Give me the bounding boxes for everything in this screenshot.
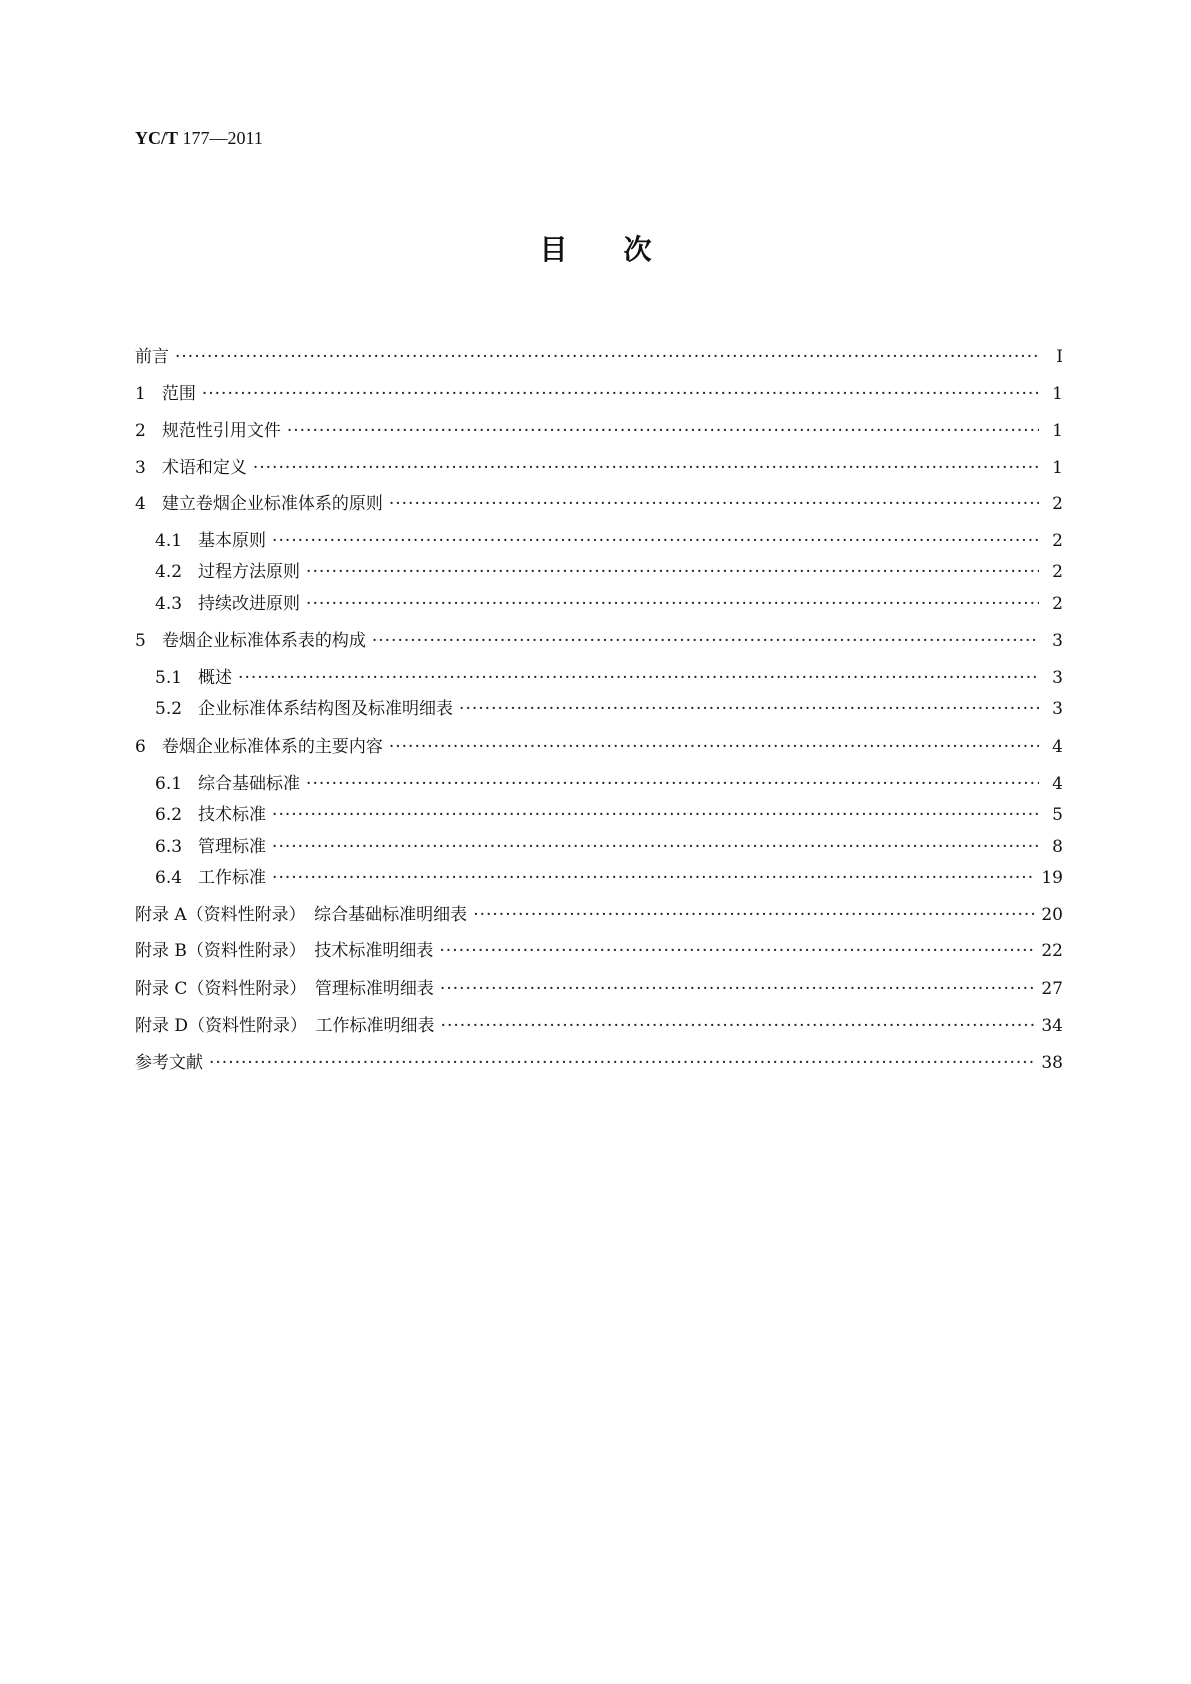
dot-leader — [287, 421, 1039, 441]
toc-entry-number: 4 — [135, 494, 146, 514]
toc-entry-label: 规范性引用文件 — [161, 421, 281, 441]
toc-entry[interactable] — [135, 900, 1063, 925]
toc-entry-label: 过程方法原则 — [198, 562, 301, 582]
toc-entry-page: 34 — [1041, 1016, 1063, 1036]
toc-entry-number: 2 — [135, 421, 146, 441]
standard-code: YC/T — [135, 128, 179, 148]
toc-entry-page: 2 — [1052, 494, 1063, 514]
toc-entry-page: 19 — [1041, 868, 1063, 888]
toc-entry-page: 4 — [1052, 774, 1063, 794]
toc-entry-number: 5.2 — [155, 699, 183, 719]
toc-entry[interactable] — [135, 974, 1063, 999]
toc-entry-number: 5.1 — [155, 668, 183, 688]
toc-entry-label: 术语和定义 — [161, 458, 247, 478]
toc-entry[interactable] — [135, 453, 1063, 478]
toc-entry-label: 概述 — [198, 668, 233, 688]
dot-leader — [202, 384, 1039, 404]
toc-entry[interactable] — [155, 589, 1063, 614]
toc-entry-page: 20 — [1041, 905, 1063, 925]
toc-entry-label: 企业标准体系结构图及标准明细表 — [198, 699, 454, 719]
dot-leader — [389, 494, 1039, 514]
dot-leader — [306, 774, 1039, 794]
toc-entry-label: 附录 C（资料性附录） 管理标准明细表 — [135, 979, 434, 999]
toc-entry-label: 综合基础标准 — [198, 774, 301, 794]
toc-entry-page: 1 — [1052, 421, 1063, 441]
dot-leader — [459, 699, 1039, 719]
toc-entry-label: 附录 B（资料性附录） 技术标准明细表 — [135, 941, 434, 961]
dot-leader — [441, 1016, 1036, 1036]
toc-entry-page: 38 — [1041, 1053, 1063, 1073]
toc-entry[interactable] — [135, 936, 1063, 961]
toc-entry[interactable] — [135, 1048, 1063, 1073]
toc-entry[interactable] — [135, 732, 1063, 757]
toc-entry[interactable] — [155, 694, 1063, 719]
toc-entry-number: 4.1 — [155, 531, 183, 551]
toc-entry[interactable] — [135, 489, 1063, 514]
dot-leader — [440, 979, 1035, 999]
toc-entry-label: 建立卷烟企业标准体系的原则 — [161, 494, 383, 514]
toc-entry-page: 27 — [1041, 979, 1063, 999]
toc-entry-page: 3 — [1052, 631, 1063, 651]
toc-entry-page: 2 — [1052, 562, 1063, 582]
toc-entry[interactable] — [155, 663, 1063, 688]
toc-entry-page: 8 — [1052, 837, 1063, 857]
toc-entry[interactable] — [155, 526, 1063, 551]
toc-entry[interactable] — [135, 1011, 1063, 1036]
document-header — [135, 128, 263, 149]
toc-entry-label: 参考文献 — [135, 1053, 203, 1073]
toc-entry-label: 卷烟企业标准体系表的构成 — [161, 631, 366, 651]
toc-entry-number: 3 — [135, 458, 146, 478]
page-title: 目次 — [539, 233, 708, 266]
dot-leader — [389, 737, 1039, 757]
toc-entry[interactable] — [135, 626, 1063, 651]
toc-entry[interactable] — [135, 416, 1063, 441]
toc-entry-label: 技术标准 — [198, 805, 267, 825]
toc-entry-number: 6.4 — [155, 868, 183, 888]
toc-entry-number: 5 — [135, 631, 146, 651]
toc-entry[interactable] — [155, 557, 1063, 582]
dot-leader — [238, 668, 1039, 688]
dot-leader — [253, 458, 1039, 478]
toc-entry-page: 5 — [1052, 805, 1063, 825]
dot-leader — [175, 347, 1039, 367]
toc-entry-page: 4 — [1052, 737, 1063, 757]
toc-entry[interactable] — [155, 800, 1063, 825]
toc-entry-label: 卷烟企业标准体系的主要内容 — [161, 737, 383, 757]
toc-entry-number: 4.3 — [155, 594, 183, 614]
toc-entry-number: 4.2 — [155, 562, 183, 582]
toc-entry-label: 工作标准 — [198, 868, 267, 888]
dot-leader — [272, 531, 1039, 551]
toc-entry-number: 1 — [135, 384, 146, 404]
toc-entry-page: 2 — [1052, 594, 1063, 614]
dot-leader — [272, 805, 1039, 825]
standard-number: 177—2011 — [182, 128, 263, 148]
toc-entry-label: 前言 — [135, 347, 169, 367]
toc-entry-label: 范围 — [161, 384, 196, 404]
toc-entry[interactable] — [155, 832, 1063, 857]
toc-entry-page: 2 — [1052, 531, 1063, 551]
toc-entry-page: 1 — [1052, 458, 1063, 478]
toc-entry-page: Ⅰ — [1056, 347, 1063, 367]
toc-entry[interactable] — [135, 342, 1063, 367]
toc-entry[interactable] — [135, 379, 1063, 404]
toc-entry-page: 3 — [1052, 668, 1063, 688]
dot-leader — [272, 868, 1035, 888]
toc-entry-page: 3 — [1052, 699, 1063, 719]
toc-entry-number: 6.2 — [155, 805, 183, 825]
toc-entry-number: 6.1 — [155, 774, 183, 794]
dot-leader — [439, 941, 1035, 961]
toc-entry-number: 6.3 — [155, 837, 183, 857]
dot-leader — [306, 562, 1039, 582]
dot-leader — [209, 1053, 1035, 1073]
toc-entry-label: 附录 D（资料性附录） 工作标准明细表 — [135, 1016, 435, 1036]
dot-leader — [306, 594, 1039, 614]
toc-entry-label: 基本原则 — [198, 531, 267, 551]
toc-entry-number: 6 — [135, 737, 146, 757]
toc-entry-page: 22 — [1041, 941, 1063, 961]
dot-leader — [473, 905, 1035, 925]
toc-entry-label: 持续改进原则 — [198, 594, 301, 614]
dot-leader — [372, 631, 1039, 651]
dot-leader — [272, 837, 1039, 857]
toc-entry-page: 1 — [1052, 384, 1063, 404]
toc-entry-label: 附录 A（资料性附录） 综合基础标准明细表 — [135, 905, 468, 925]
toc-entry-label: 管理标准 — [198, 837, 267, 857]
toc-entry[interactable] — [155, 863, 1063, 888]
toc-entry[interactable] — [155, 769, 1063, 794]
